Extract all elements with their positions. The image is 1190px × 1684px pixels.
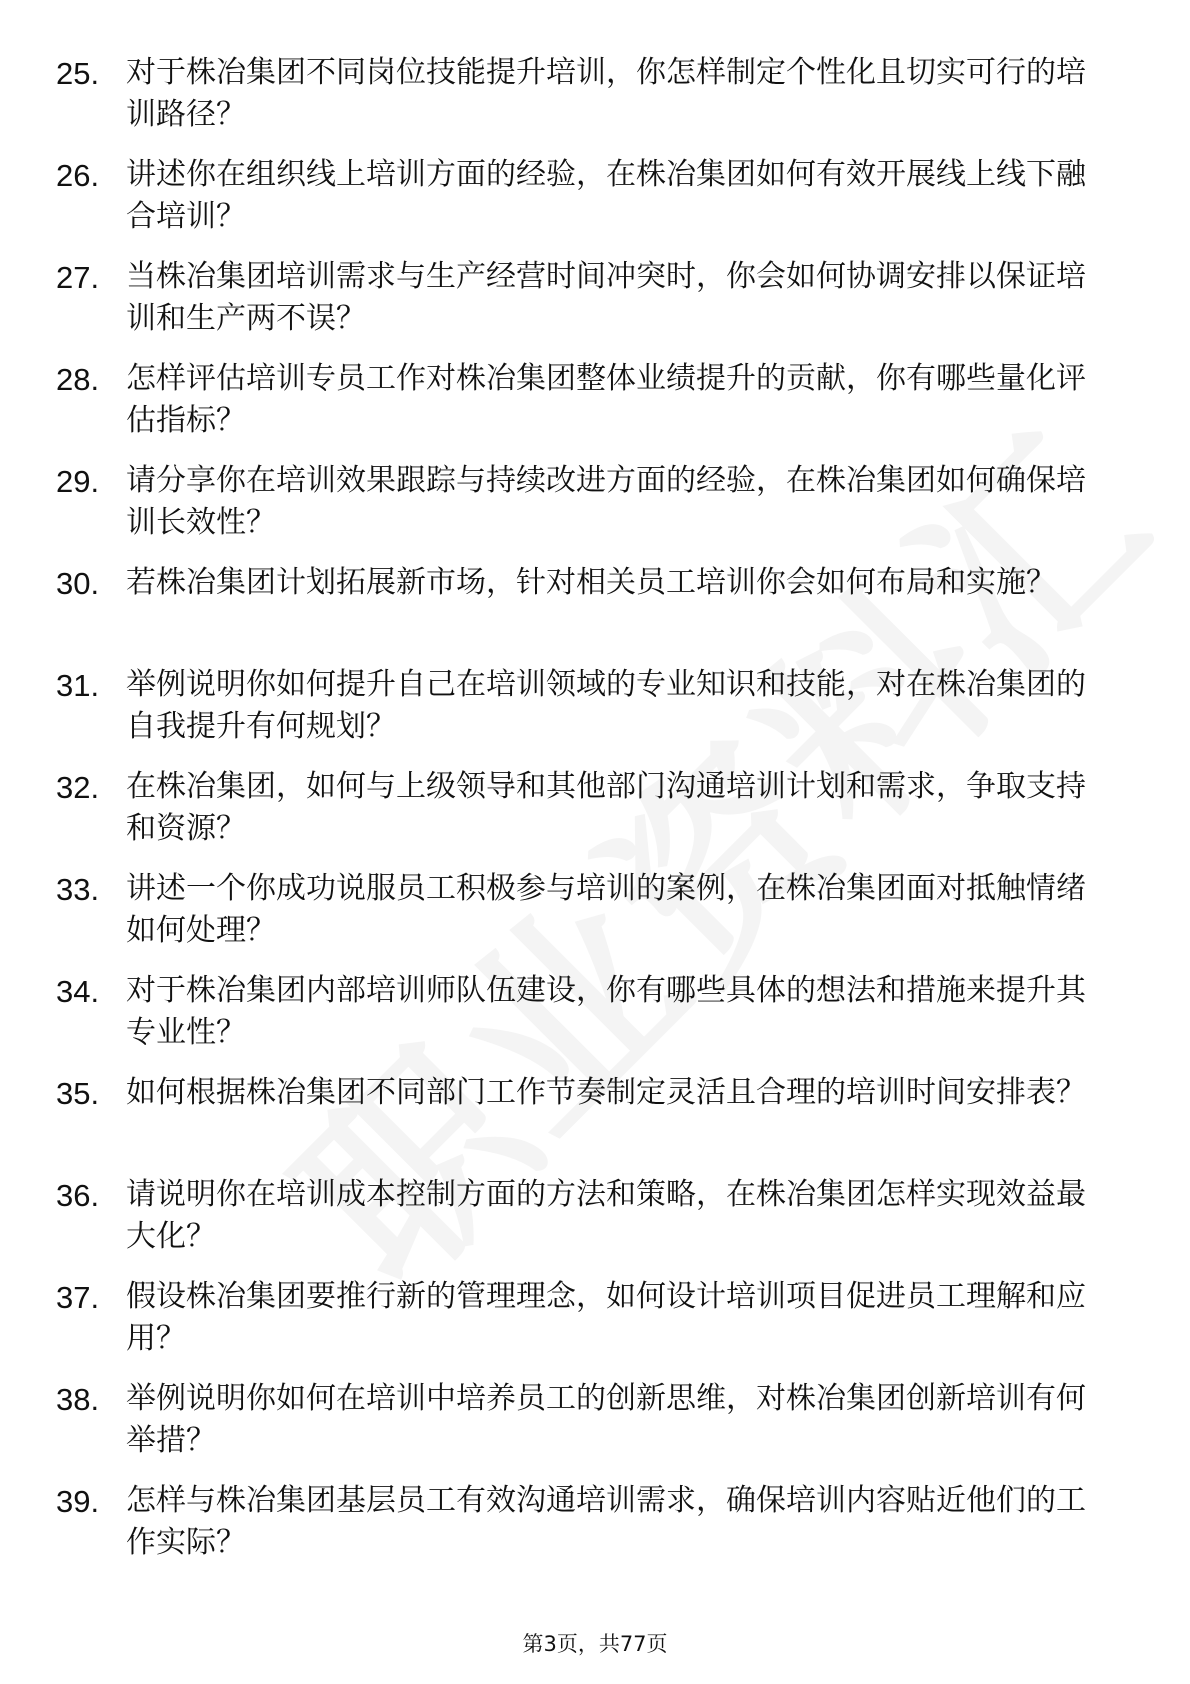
question-item: [0, 766, 1190, 868]
question-text: 对于株冶集团不同岗位技能提升培训，你怎样制定个性化且切实可行的培训路径？: [126, 55, 1086, 132]
question-text: 如何根据株冶集团不同部门工作节奏制定灵活且合理的培训时间安排表？: [126, 1075, 1086, 1110]
question-item: [0, 562, 1190, 664]
question-number: 27.: [56, 260, 100, 295]
question-item: [0, 52, 1190, 154]
question-item: [0, 1174, 1190, 1276]
question-number: 34.: [56, 974, 100, 1009]
question-item: [0, 868, 1190, 970]
question-list: [0, 52, 1190, 1582]
question-text: 举例说明你如何在培训中培养员工的创新思维，对株冶集团创新培训有何举措？: [126, 1381, 1086, 1458]
question-item: [0, 154, 1190, 256]
question-item: [0, 358, 1190, 460]
question-number: 30.: [56, 566, 100, 601]
question-text: 怎样与株冶集团基层员工有效沟通培训需求，确保培训内容贴近他们的工作实际？: [126, 1483, 1086, 1560]
question-number: 33.: [56, 872, 100, 907]
question-number: 37.: [56, 1280, 100, 1315]
question-item: [0, 1480, 1190, 1582]
question-text: 若株冶集团计划拓展新市场，针对相关员工培训你会如何布局和实施？: [126, 565, 1056, 600]
question-number: 32.: [56, 770, 100, 805]
question-number: 28.: [56, 362, 100, 397]
question-item: [0, 664, 1190, 766]
question-number: 39.: [56, 1484, 100, 1519]
question-number: 25.: [56, 56, 100, 91]
question-item: [0, 256, 1190, 358]
question-text: 举例说明你如何提升自己在培训领域的专业知识和技能，对在株冶集团的自我提升有何规划？: [126, 667, 1086, 744]
question-item: [0, 1072, 1190, 1174]
question-text: 请分享你在培训效果跟踪与持续改进方面的经验，在株冶集团如何确保培训长效性？: [126, 463, 1086, 540]
question-item: [0, 970, 1190, 1072]
question-number: 26.: [56, 158, 100, 193]
question-item: [0, 460, 1190, 562]
question-number: 36.: [56, 1178, 100, 1213]
page-footer: 第3页，共77页: [522, 1632, 668, 1656]
question-text: 当株冶集团培训需求与生产经营时间冲突时，你会如何协调安排以保证培训和生产两不误？: [126, 259, 1086, 336]
question-text: 请说明你在培训成本控制方面的方法和策略，在株冶集团怎样实现效益最大化？: [126, 1177, 1086, 1254]
question-text: 讲述你在组织线上培训方面的经验，在株冶集团如何有效开展线上线下融合培训？: [126, 157, 1086, 234]
question-item: [0, 1276, 1190, 1378]
question-number: 31.: [56, 668, 100, 703]
question-text: 对于株冶集团内部培训师队伍建设，你有哪些具体的想法和措施来提升其专业性？: [126, 973, 1086, 1050]
question-text: 在株冶集团，如何与上级领导和其他部门沟通培训计划和需求，争取支持和资源？: [126, 769, 1086, 846]
question-number: 38.: [56, 1382, 100, 1417]
question-number: 29.: [56, 464, 100, 499]
question-text: 怎样评估培训专员工作对株冶集团整体业绩提升的贡献，你有哪些量化评估指标？: [126, 361, 1086, 438]
question-text: 讲述一个你成功说服员工积极参与培训的案例，在株冶集团面对抵触情绪如何处理？: [126, 871, 1086, 948]
question-item: [0, 1378, 1190, 1480]
question-number: 35.: [56, 1076, 100, 1111]
question-text: 假设株冶集团要推行新的管理理念，如何设计培训项目促进员工理解和应用？: [126, 1279, 1086, 1356]
